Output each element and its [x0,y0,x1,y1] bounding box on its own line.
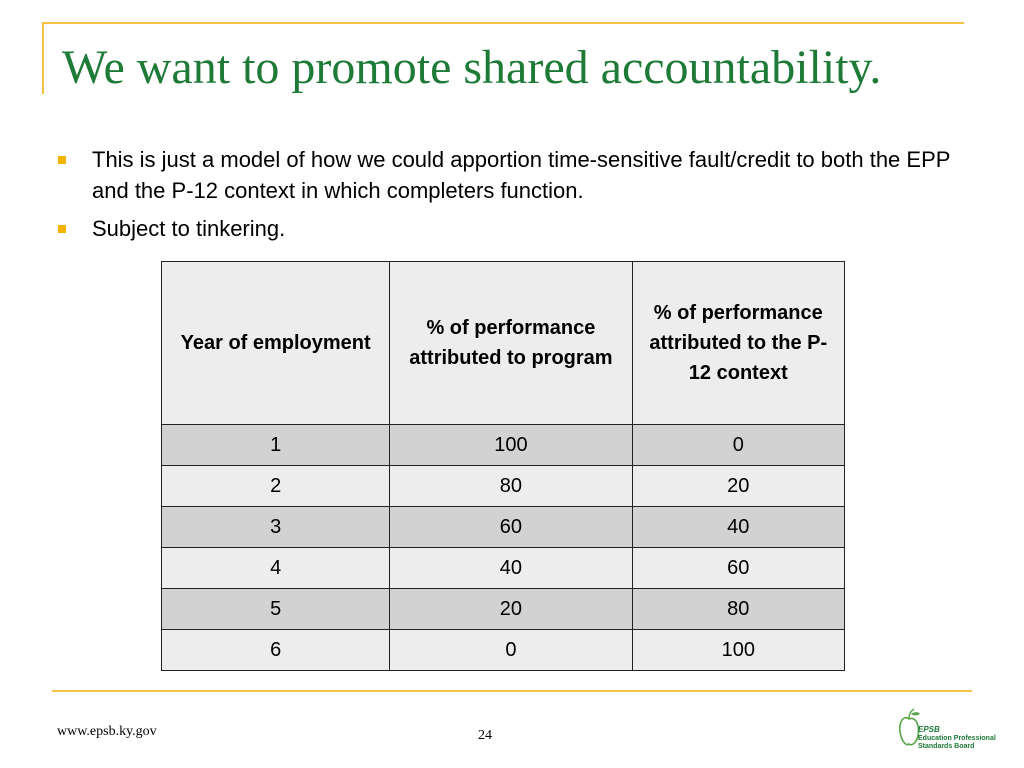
year-cell: 3 [162,507,390,548]
logo-line1: Education Professional [918,735,996,742]
top-rule [42,22,964,24]
page-number: 24 [478,728,492,743]
year-cell: 2 [162,466,390,507]
apportion-table [161,261,845,671]
program-cell: 40 [390,548,632,589]
p12-cell: 40 [632,507,844,548]
header-program: % of performance attributed to program [390,262,632,425]
slide-title: We want to promote shared accountability. [62,41,882,94]
table-row [162,466,845,507]
p12-cell: 0 [632,425,844,466]
p12-cell: 100 [632,630,844,671]
program-cell: 100 [390,425,632,466]
header-year: Year of employment [162,262,390,425]
square-bullet-icon [58,156,66,164]
epsb-logo [896,708,996,760]
logo-brand: EPSB [918,725,940,734]
year-cell: 6 [162,630,390,671]
table-row [162,630,845,671]
logo-text [918,726,996,751]
footer-url: www.epsb.ky.gov [57,724,157,739]
program-cell: 80 [390,466,632,507]
program-cell: 60 [390,507,632,548]
square-bullet-icon [58,225,66,233]
table-row [162,507,845,548]
left-rule [42,22,44,94]
year-cell: 1 [162,425,390,466]
table-row [162,589,845,630]
bullet-list [56,144,968,251]
bullet-item [56,213,968,244]
p12-cell: 20 [632,466,844,507]
bottom-rule [52,690,972,692]
year-cell: 5 [162,589,390,630]
program-cell: 20 [390,589,632,630]
p12-cell: 60 [632,548,844,589]
bullet-item [56,144,968,206]
bullet-text: Subject to tinkering. [92,216,286,241]
table-row [162,548,845,589]
header-p12: % of performance attributed to the P-12 context [632,262,844,425]
year-cell: 4 [162,548,390,589]
program-cell: 0 [390,630,632,671]
p12-cell: 80 [632,589,844,630]
bullet-text: This is just a model of how we could apportion time-sensitive fault/credit to both the EPP and the P-12 context in which completers function. [92,147,951,203]
logo-line2: Standards Board [918,743,975,750]
table-header-row [162,262,845,425]
table-row [162,425,845,466]
